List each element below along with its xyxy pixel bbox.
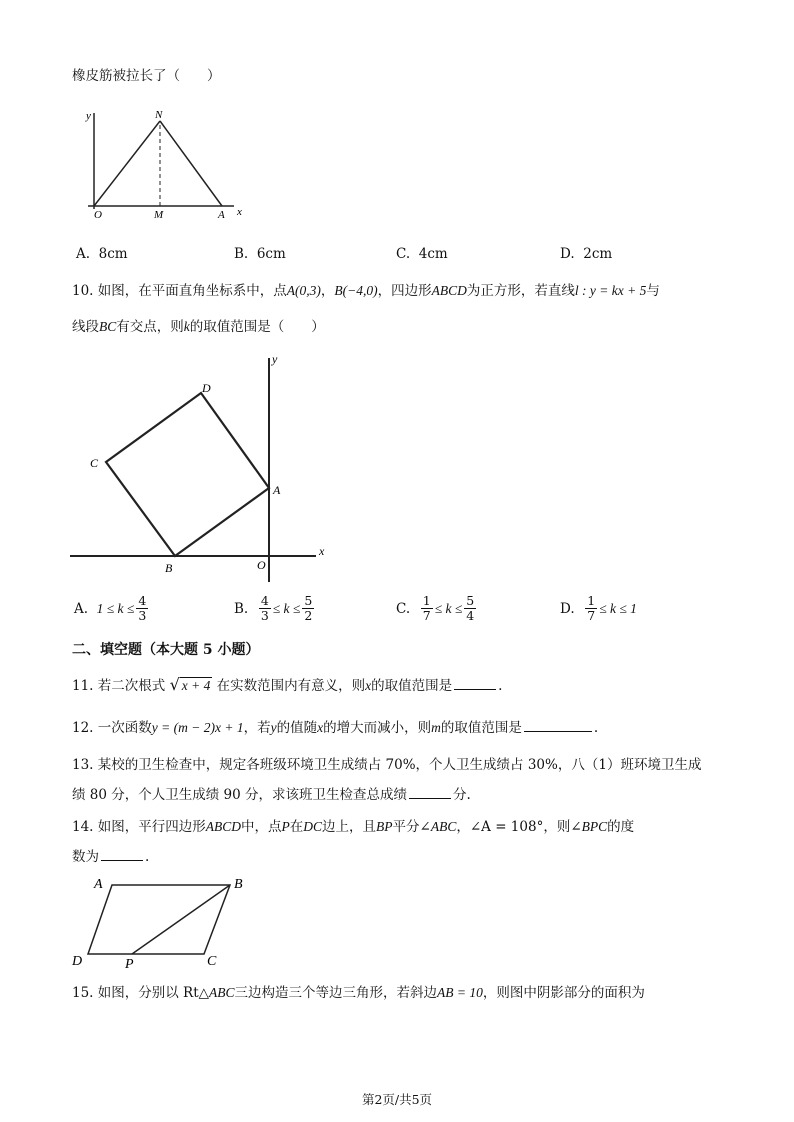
q14-line2: 数为 . (72, 849, 150, 865)
q12-answer-blank[interactable] (524, 730, 592, 732)
q9-text: 橡皮筋被拉长了（ ） (72, 68, 221, 84)
q14-segment-bp (132, 885, 230, 954)
q15-text: 15. 如图，分别以 Rt△ABC三边构造三个等边三角形，若斜边AB = 10，则图中阴影部分的面积为 (72, 985, 645, 1001)
q9-graph (82, 105, 252, 223)
q9-label-x: x (237, 206, 242, 218)
q10-line1: 10. 如图，在平面直角坐标系中，点A(0,3)，B(−4,0)，四边形ABCD为正方形，若直线l : y = kx + 5与 (72, 283, 660, 299)
q10-label-x: x (319, 544, 325, 558)
q9-label-o: O (94, 209, 102, 221)
q10-option-c: C. $\frac{1}{7}$ ≤ k ≤ $\frac{5}{4}$ (396, 593, 475, 623)
q9-option-a: A. 8cm (76, 246, 128, 262)
q9-option-c: C. 4cm (396, 246, 448, 262)
page-footer: 第2页/共5页 (361, 1092, 433, 1107)
q14-label-d: D (72, 954, 83, 969)
q13-line1: 13. 某校的卫生检查中，规定各班级环境卫生成绩占 70%，个人卫生成绩占 30%，八（1）班环境卫生成 (72, 757, 702, 773)
q14-label-a: A (94, 877, 103, 892)
q14-answer-blank[interactable] (101, 859, 143, 861)
q10-label-o: O (257, 558, 266, 572)
q9-option-d: D. 2cm (560, 246, 613, 262)
q9-label-n: N (155, 109, 163, 121)
q10-label-d: D (202, 381, 211, 395)
q10-label-b: B (165, 561, 173, 575)
q14-parallelogram-figure (70, 874, 260, 970)
q11-answer-blank[interactable] (454, 688, 496, 690)
q14-line1: 14. 如图，平行四边形ABCD中，点P在DC边上，且BP平分∠ABC，∠A = 108°，则∠BPC的度 (72, 819, 635, 835)
section-heading-fill-in: 二、填空题（本大题 5 小题） (72, 642, 260, 658)
q11-text: 11. 若二次根式 √ x + 4 在实数范围内有意义，则x的取值范围是 . (72, 675, 503, 694)
q10-label-y: y (272, 352, 278, 366)
q10-line2: 线段BC有交点，则k的取值范围是（ ） (72, 319, 325, 335)
q10-graph (70, 350, 340, 582)
q10-square-abcd (106, 393, 269, 556)
q14-label-c: C (207, 954, 217, 969)
q13-answer-blank[interactable] (409, 797, 451, 799)
q14-parallelogram-abcd (88, 885, 230, 954)
q13-line2: 绩 80 分，个人卫生成绩 90 分，求该班卫生检查总成绩 分. (72, 787, 471, 803)
q10-option-b: B. $\frac{4}{3}$ ≤ k ≤ $\frac{5}{2}$ (234, 593, 313, 623)
q14-label-p: P (125, 957, 134, 970)
q9-option-b: B. 6cm (234, 246, 286, 262)
q14-label-b: B (234, 877, 243, 892)
q9-segment-na (160, 121, 222, 206)
q12-text: 12. 一次函数y = (m − 2)x + 1，若y的值随x的增大而减小，则m的取值范围是 . (72, 720, 599, 736)
q9-segment-on (94, 121, 160, 206)
q10-label-c: C (90, 456, 99, 470)
q10-option-a: A. 1 ≤ k ≤ $\frac{4}{3}$ (74, 593, 147, 623)
q10-label-a: A (273, 483, 281, 497)
q9-label-m: M (154, 209, 164, 221)
q9-label-y: y (86, 110, 91, 122)
q10-option-d: D. $\frac{1}{7}$ ≤ k ≤ 1 (560, 593, 637, 623)
q9-label-a: A (218, 209, 225, 221)
